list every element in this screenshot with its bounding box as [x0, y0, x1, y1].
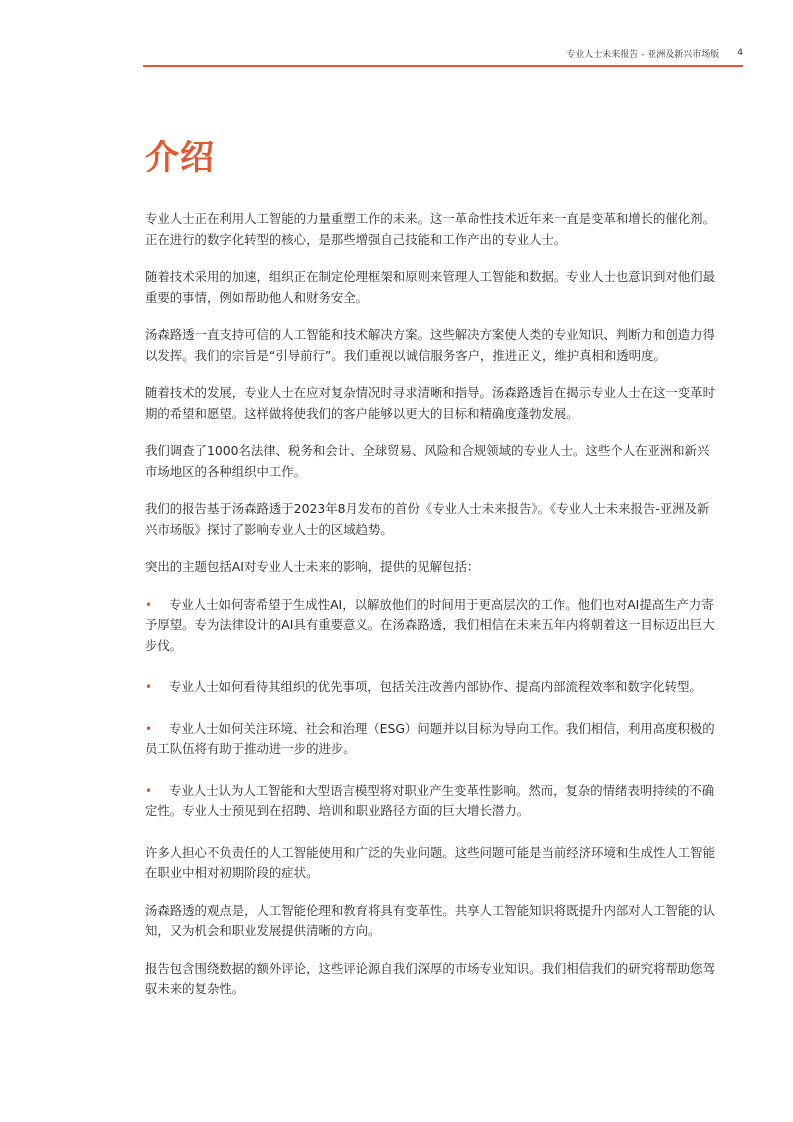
bullet-text: 专业人士如何关注环境、社会和治理（ESG）问题并以目标为导向工作。我们相信，利用高度积极的员工队伍将有助于推动进一步的进步。: [145, 720, 715, 756]
intro-paragraph-3: 汤森路透一直支持可信的人工智能和技术解决方案。这些解决方案使人类的专业知识、判断力和创造力得以发挥。我们的宗旨是“引导前行”。我们重视以诚信服务客户，推进正义，维护真相和透明度。: [145, 327, 715, 363]
bullet-marker: •: [145, 721, 153, 736]
report-title: 专业人士未来报告 - 亚洲及新兴市场版: [566, 49, 720, 60]
closing-paragraph-1: 许多人担心不负责任的人工智能使用和广泛的失业问题。这些问题可能是当前经济环境和生成性人工智能在职业中相对初期阶段的症状。: [145, 844, 715, 880]
bullet-text: 专业人士如何寄希望于生成性AI，以解放他们的时间用于更高层次的工作。他们也对AI提高生产力寄予厚望。专为法律设计的AI具有重要意义。在汤森路透，我们相信在未来五年内将朝着这一目标迈出巨大步伐。: [145, 596, 715, 653]
bullet-marker: •: [145, 783, 153, 798]
list-item: [145, 595, 719, 657]
intro-paragraph-1: 专业人士正在利用人工智能的力量重塑工作的未来。这一革命性技术近年来一直是变革和增长的催化剂。正在进行的数字化转型的核心，是那些增强自己技能和工作产出的专业人士。: [145, 211, 715, 247]
body-content: [145, 209, 719, 1017]
bullet-marker: •: [145, 597, 153, 612]
intro-paragraph-6: 我们的报告基于汤森路透于2023年8月发布的首份《专业人士未来报告》。《专业人士未来报告-亚洲及新兴市场版》探讨了影响专业人士的区域趋势。: [145, 501, 710, 537]
intro-paragraph-2: 随着技术采用的加速，组织正在制定伦理框架和原则来管理人工智能和数据。专业人士也意识到对他们最重要的事情，例如帮助他人和财务安全。: [145, 269, 715, 305]
running-header: [143, 46, 743, 60]
header-divider: [143, 65, 743, 67]
list-item: [145, 719, 719, 760]
bullet-marker: •: [145, 680, 153, 694]
themes-lead-in: 突出的主题包括AI对专业人士未来的影响，提供的见解包括：: [145, 559, 480, 574]
page-title: 介绍: [145, 138, 215, 178]
bullet-text: 专业人士认为人工智能和大型语言模型将对职业产生变革性影响。然而，复杂的情绪表明持续的不确定性。专业人士预见到在招聘、培训和职业路径方面的巨大增长潜力。: [145, 782, 715, 818]
closing-paragraph-2: 汤森路透的观点是，人工智能伦理和教育将具有变革性。共享人工智能知识将既提升内部对人工智能的认知，又为机会和职业发展提供清晰的方向。: [145, 902, 715, 938]
list-item: [145, 781, 719, 822]
list-item: [145, 677, 719, 698]
intro-paragraph-5: 我们调查了1000名法律、税务和会计、全球贸易、风险和合规领域的专业人士。这些个人在亚洲和新兴市场地区的各种组织中工作。: [145, 443, 710, 479]
page-number: 4: [737, 48, 743, 58]
bullet-text: 专业人士如何看待其组织的优先事项，包括关注改善内部协作、提高内部流程效率和数字化转型。: [169, 679, 702, 694]
insights-list: [145, 595, 719, 822]
intro-paragraph-4: 随着技术的发展，专业人士在应对复杂情况时寻求清晰和指导。汤森路透旨在揭示专业人士在这一变革时期的希望和愿望。这样做将使我们的客户能够以更大的目标和精确度蓬勃发展。: [145, 385, 715, 421]
closing-paragraph-3: 报告包含围绕数据的额外评论，这些评论源自我们深厚的市场专业知识。我们相信我们的研究将帮助您驾驭未来的复杂性。: [145, 960, 715, 996]
